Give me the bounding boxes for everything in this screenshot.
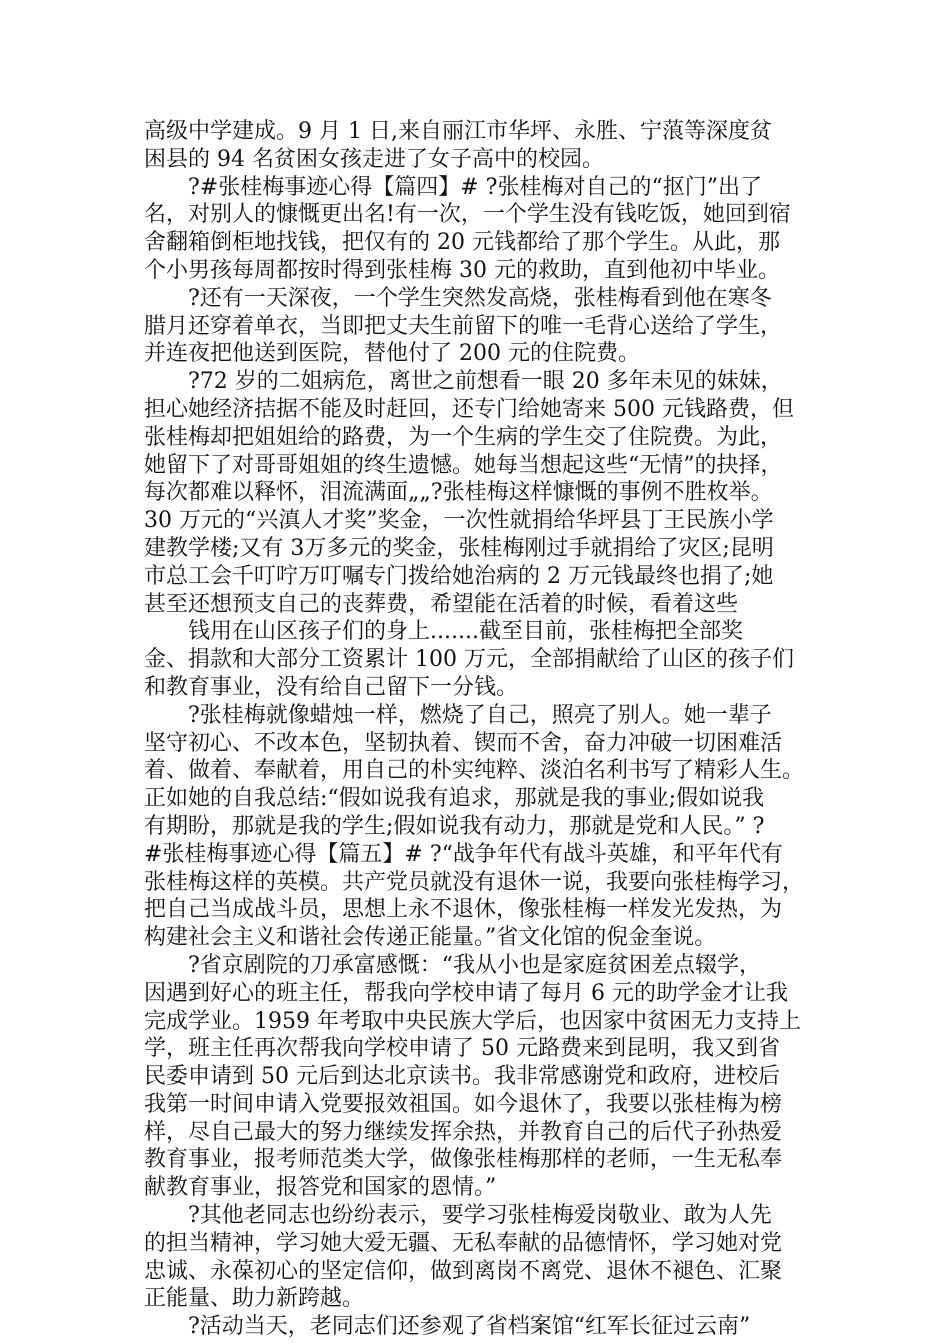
text-line: ?省京剧院的刀承富感慨：“我从小也是家庭贫困差点辍学， <box>144 952 762 978</box>
text-line: 并连夜把他送到医院，替他付了 200 元的住院费。 <box>144 341 640 367</box>
text-line: 舍翻箱倒柜地找钱，把仅有的 20 元钱都给了那个学生。从此，那 <box>144 230 780 256</box>
text-line: 正能量、助力新跨越。 <box>144 1286 365 1312</box>
text-line: 甚至还想预支自己的丧葬费，希望能在活着的时候，看着这些 <box>144 591 739 617</box>
text-line: 教育事业，报考师范类大学，做像张桂梅那样的老师，一生无私奉 <box>144 1147 783 1173</box>
text-line: 张桂梅却把姐姐给的路费，为一个生病的学生交了住院费。为此， <box>144 424 783 450</box>
text-line: 每次都难以释怀，泪流满面„„?张桂梅这样慷慨的事例不胜枚举。 <box>144 480 773 506</box>
text-line: 完成学业。1959 年考取中央民族大学后，也因家中贫困无力支持上 <box>144 1008 801 1034</box>
text-line: 金、捐款和大部分工资累计 100 万元，全部捐献给了山区的孩子们 <box>144 647 794 673</box>
text-line: 建教学楼;又有 3万多元的奖金，张桂梅刚过手就捐给了灾区;昆明 <box>144 535 774 561</box>
text-line: 30 万元的“兴滇人才奖”奖金，一次性就捐给华坪县丁王民族小学 <box>144 508 774 534</box>
text-line: ?张桂梅就像蜡烛一样，燃烧了自己，照亮了别人。她一辈子 <box>144 702 772 728</box>
text-line: 我第一时间申请入党要报效祖国。如今退休了，我要以张桂梅为榜 <box>144 1091 783 1117</box>
text-line: 有期盼，那就是我的学生;假如说我有动力，那就是党和人民。” ? <box>144 813 765 839</box>
text-line: ?活动当天，老同志们还参观了省档案馆“红军长征过云南” <box>144 1314 751 1340</box>
text-line: 构建社会主义和谐社会传递正能量。”省文化馆的倪金奎说。 <box>144 925 717 951</box>
text-line: 民委申请到 50 元后到达北京读书。我非常感谢党和政府，进校后 <box>144 1064 780 1090</box>
text-line: 和教育事业，没有给自己留下一分钱。 <box>144 674 519 700</box>
text-line: 困县的 94 名贫困女孩走进了女子高中的校园。 <box>144 146 604 172</box>
document-body <box>144 118 824 1341</box>
text-line: #张桂梅事迹心得【篇五】# ?“战争年代有战斗英雄，和平年代有 <box>144 841 783 867</box>
text-line: 坚守初心、不改本色，坚韧执着、锲而不舍，奋力冲破一切困难活 <box>144 730 783 756</box>
text-line: 高级中学建成。9 月 1 日,来自丽江市华坪、永胜、宁蒗等深度贫 <box>144 119 772 144</box>
text-line: 因遇到好心的班主任，帮我向学校申请了每月 6 元的助学金才让我 <box>144 980 788 1006</box>
text-line: 腊月还穿着单衣，当即把丈夫生前留下的唯一毛背心送给了学生， <box>144 313 783 339</box>
text-line: ?72 岁的二姐病危，离世之前想看一眼 20 多年未见的妹妹， <box>144 369 783 395</box>
text-line: 把自己当成战斗员，思想上永不退休，像张桂梅一样发光发热，为 <box>144 897 783 923</box>
text-line: 市总工会千叮咛万叮嘱专门拨给她治病的 2 万元钱最终也捐了;她 <box>144 563 774 589</box>
text-line: 样，尽自己最大的努力继续发挥余热，并教育自己的后代子孙热爱 <box>144 1119 783 1145</box>
text-line: 名，对别人的慷慨更出名!有一次，一个学生没有钱吃饭，她回到宿 <box>144 202 791 228</box>
text-line: 她留下了对哥哥姐姐的终生遗憾。她每当想起这些“无情”的抉择， <box>144 452 783 478</box>
text-line: ?其他老同志也纷纷表示，要学习张桂梅爱岗敬业、敢为人先 <box>144 1203 772 1229</box>
text-line: 忠诚、永葆初心的坚定信仰，做到离岗不离党、退休不褪色、汇聚 <box>144 1258 783 1284</box>
text-line: 正如她的自我总结:“假如说我有追求，那就是我的事业;假如说我 <box>144 786 765 812</box>
text-line: 张桂梅这样的英模。共产党员就没有退休一说，我要向张桂梅学习， <box>144 869 805 895</box>
text-line: 献教育事业，报答党和国家的恩情。” <box>144 1175 497 1201</box>
text-line: ?#张桂梅事迹心得【篇四】# ?张桂梅对自己的“抠门”出了 <box>144 174 762 200</box>
text-line: ?还有一天深夜，一个学生突然发高烧，张桂梅看到他在寒冬 <box>144 285 772 311</box>
text-line: 钱用在山区孩子们的身上.......截至目前，张桂梅把全部奖 <box>144 619 743 645</box>
text-line: 担心她经济拮据不能及时赶回，还专门给她寄来 500 元钱路费，但 <box>144 396 794 422</box>
text-line: 个小男孩每周都按时得到张桂梅 30 元的救助，直到他初中毕业。 <box>144 257 780 283</box>
text-line: 学，班主任再次帮我向学校申请了 50 元路费来到昆明，我又到省 <box>144 1036 780 1062</box>
text-line: 的担当精神，学习她大爱无疆、无私奉献的品德情怀，学习她对党 <box>144 1230 783 1256</box>
text-line: 着、做着、奉献着，用自己的朴实纯粹、淡泊名利书写了精彩人生。 <box>144 758 805 784</box>
